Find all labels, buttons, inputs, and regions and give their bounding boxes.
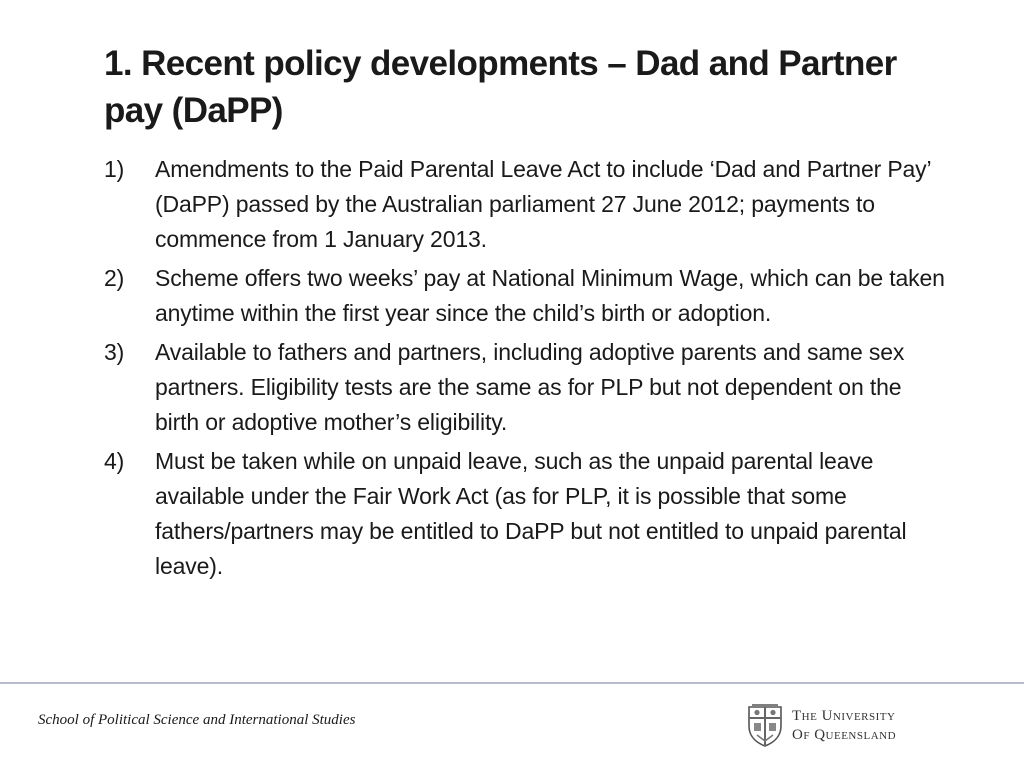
footer-school-name: School of Political Science and International Studies [38, 712, 356, 728]
university-name [792, 707, 942, 745]
university-name-line1: The University [792, 708, 896, 724]
list-item [104, 152, 950, 257]
list-item-number: 3) [104, 339, 125, 365]
list-item-number: 4) [104, 448, 125, 474]
list-item [104, 261, 950, 331]
list-item-number: 1) [104, 156, 125, 182]
list-item-number: 2) [104, 265, 125, 291]
list-item [104, 335, 950, 440]
university-crest-icon [746, 704, 784, 748]
slide-title: 1. Recent policy developments – Dad and Partner pay (DaPP) [104, 44, 897, 130]
list-item-text: Amendments to the Paid Parental Leave Act to include ‘Dad and Partner Pay’ (DaPP) passed by the Australian parliament 27 June 2012; payments to commence from 1 January 2013. [155, 156, 931, 252]
list-item-text: Scheme offers two weeks’ pay at National Minimum Wage, which can be taken anytime within the first year since the child’s birth or adoption. [155, 265, 945, 326]
list-item [104, 444, 950, 584]
university-logo [746, 704, 936, 748]
list-item-text: Available to fathers and partners, including adoptive parents and same sex partners. Eligibility tests are the same as for PLP but not dependent on the birth or adoptive mother’s eligibility. [155, 339, 905, 435]
university-name-line2: Of Queensland [792, 727, 897, 743]
footer-divider [0, 682, 1024, 684]
numbered-list [104, 152, 950, 588]
list-item-text: Must be taken while on unpaid leave, such as the unpaid parental leave available under the Fair Work Act (as for PLP, it is possible that some fathers/partners may be entitled to DaPP but not entitled to unpaid parental leave). [155, 448, 907, 579]
